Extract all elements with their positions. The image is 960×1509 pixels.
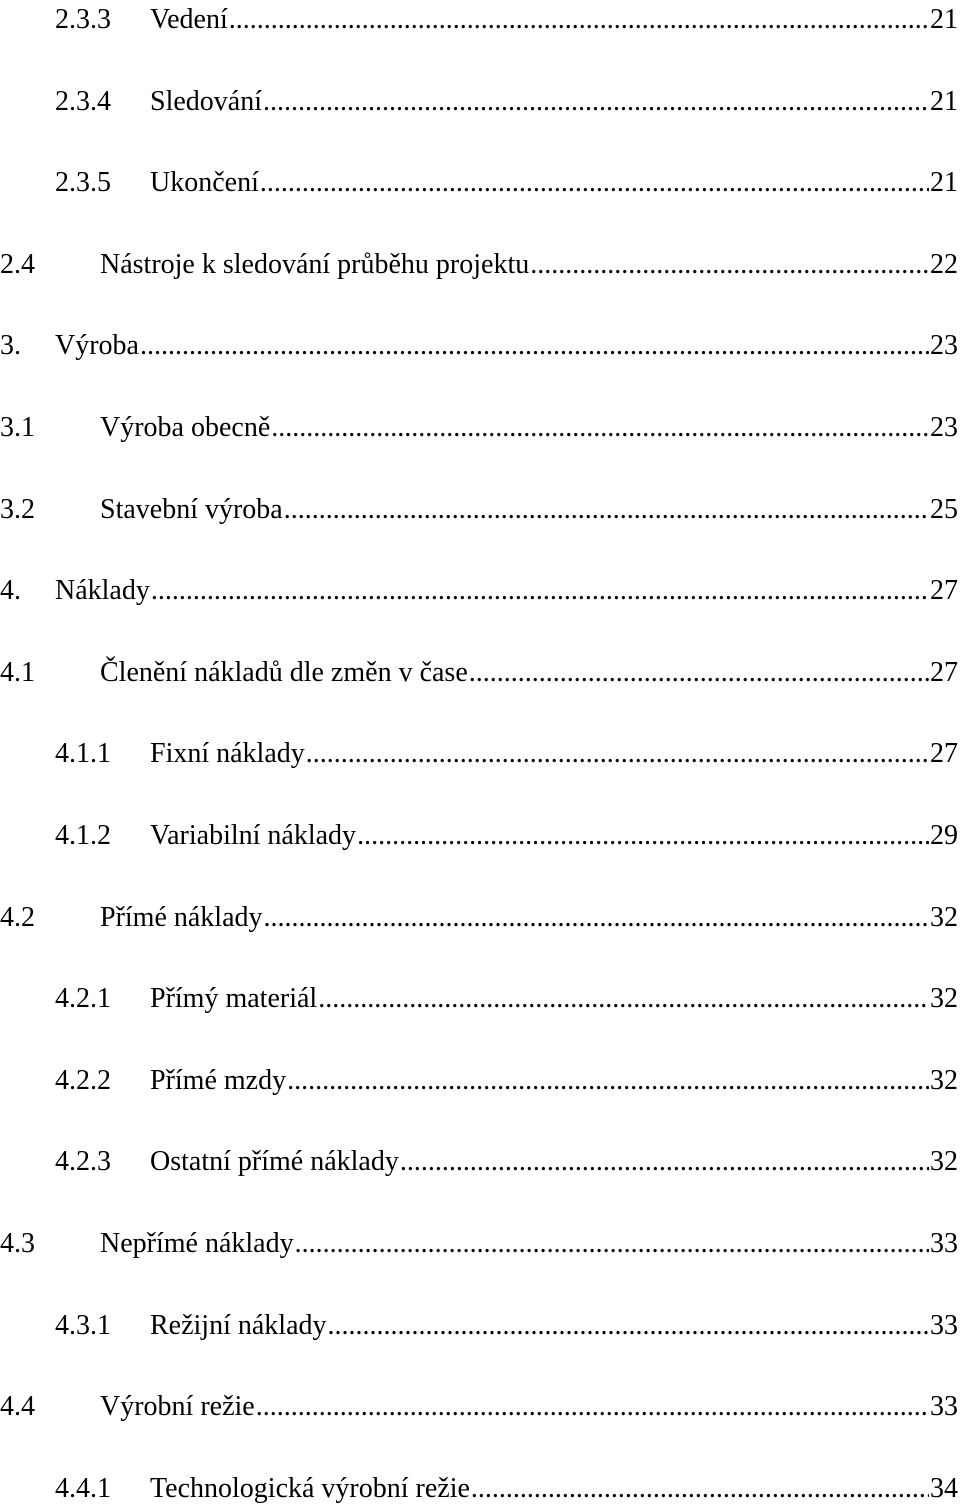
toc-entry-page-number: 29 [930, 820, 958, 851]
toc-entry-page-number: 23 [930, 330, 958, 362]
toc-entry-title: Ostatní přímé náklady [150, 1146, 399, 1178]
toc-dot-leader [287, 1061, 929, 1101]
toc-entry-title: Členění nákladů dle změn v čase [100, 656, 468, 688]
toc-entry-page-number: 32 [930, 1146, 958, 1178]
toc-entry-page-number: 22 [930, 248, 958, 280]
toc-entry-page-number: 25 [930, 493, 958, 525]
toc-entry-number: 4.1 [0, 656, 35, 688]
toc-dot-leader [264, 898, 929, 938]
toc-entry-number: 2.3.4 [55, 85, 111, 117]
toc-entry-title: Technologická výrobní režie [150, 1472, 470, 1504]
toc-entry[interactable] [0, 490, 958, 530]
toc-entry-page-number: 33 [930, 1309, 958, 1341]
toc-entry[interactable] [55, 163, 958, 203]
toc-entry-title: Přímé náklady [100, 901, 263, 933]
toc-dot-leader [471, 1469, 929, 1509]
toc-entry-title: Výroba [55, 330, 139, 362]
toc-entry-title: Nepřímé náklady [100, 1228, 294, 1259]
toc-entry-page-number: 27 [930, 656, 958, 688]
toc-dot-leader [357, 816, 929, 856]
toc-entry[interactable] [55, 0, 958, 40]
toc-entry[interactable] [55, 82, 958, 122]
toc-entry-number: 4.3.1 [55, 1309, 111, 1341]
toc-entry-number: 4.2.3 [55, 1146, 111, 1178]
toc-entry-page-number: 32 [930, 983, 958, 1015]
toc-entry-page-number: 21 [930, 4, 958, 35]
toc-entry-title: Fixní náklady [150, 738, 305, 770]
toc-dot-leader [284, 490, 929, 530]
toc-entry-page-number: 34 [930, 1472, 958, 1504]
toc-entry-page-number: 33 [930, 1228, 958, 1259]
toc-dot-leader [318, 979, 929, 1019]
toc-dot-leader [256, 1387, 929, 1427]
toc-entry[interactable] [0, 1387, 958, 1427]
toc-entry-page-number: 27 [930, 575, 958, 607]
toc-entry-number: 2.3.3 [55, 4, 111, 35]
toc-entry-page-number: 23 [930, 412, 958, 443]
toc-entry[interactable] [55, 734, 958, 774]
toc-entry-number: 3. [0, 330, 21, 362]
toc-entry-page-number: 32 [930, 1064, 958, 1096]
toc-dot-leader [229, 0, 929, 40]
toc-entry-title: Sledování [150, 85, 262, 117]
toc-dot-leader [151, 571, 929, 611]
toc-entry[interactable] [0, 571, 958, 611]
toc-entry-number: 4.1.1 [55, 738, 111, 770]
toc-dot-leader [530, 245, 929, 285]
toc-dot-leader [260, 163, 929, 203]
toc-entry-title: Výroba obecně [100, 412, 271, 443]
toc-entry[interactable] [0, 653, 958, 693]
toc-entry-number: 3.1 [0, 412, 35, 443]
toc-entry[interactable] [55, 816, 958, 856]
toc-entry-number: 4.2 [0, 901, 35, 933]
toc-entry-page-number: 21 [930, 167, 958, 199]
toc-entry-number: 4.2.1 [55, 983, 111, 1015]
toc-entry-title: Přímé mzdy [150, 1064, 287, 1096]
toc-entry-number: 2.3.5 [55, 167, 111, 199]
toc-entry-number: 4.2.2 [55, 1064, 111, 1096]
toc-entry[interactable] [55, 1061, 958, 1101]
toc-entry-title: Přímý materiál [150, 983, 318, 1015]
toc-dot-leader [400, 1142, 929, 1182]
toc-dot-leader [469, 653, 929, 693]
toc-entry[interactable] [55, 979, 958, 1019]
toc-entry-number: 4. [0, 575, 21, 607]
toc-entry-title: Stavební výroba [100, 493, 283, 525]
toc-entry[interactable] [0, 326, 958, 366]
toc-entry-title: Nástroje k sledování průběhu projektu [100, 248, 530, 280]
toc-entry-number: 4.4.1 [55, 1472, 111, 1504]
toc-entry[interactable] [0, 898, 958, 938]
toc-dot-leader [140, 326, 929, 366]
toc-dot-leader [295, 1224, 929, 1264]
toc-entry[interactable] [0, 1224, 958, 1264]
toc-entry-page-number: 21 [930, 85, 958, 117]
toc-entry-title: Vedení [150, 4, 228, 35]
toc-entry-number: 4.4 [0, 1391, 35, 1423]
toc-entry-title: Náklady [55, 575, 150, 607]
toc-entry-page-number: 33 [930, 1391, 958, 1423]
toc-entry-page-number: 32 [930, 901, 958, 933]
toc-entry-title: Variabilní náklady [150, 820, 357, 851]
toc-dot-leader [271, 408, 929, 448]
toc-dot-leader [328, 1306, 929, 1346]
toc-entry[interactable] [0, 245, 958, 285]
toc-entry-title: Výrobní režie [100, 1391, 255, 1423]
toc-dot-leader [306, 734, 929, 774]
toc-entry-title: Ukončení [150, 167, 259, 199]
toc-entry-number: 3.2 [0, 493, 35, 525]
toc-entry[interactable] [55, 1306, 958, 1346]
toc-entry[interactable] [55, 1469, 958, 1509]
toc-entry[interactable] [0, 408, 958, 448]
toc-entry-number: 4.1.2 [55, 820, 111, 851]
toc-entry-title: Režijní náklady [150, 1309, 327, 1341]
toc-entry[interactable] [55, 1142, 958, 1182]
toc-entry-number: 2.4 [0, 248, 35, 280]
toc-entry-page-number: 27 [930, 738, 958, 770]
toc-dot-leader [263, 82, 929, 122]
toc-entry-number: 4.3 [0, 1228, 35, 1259]
